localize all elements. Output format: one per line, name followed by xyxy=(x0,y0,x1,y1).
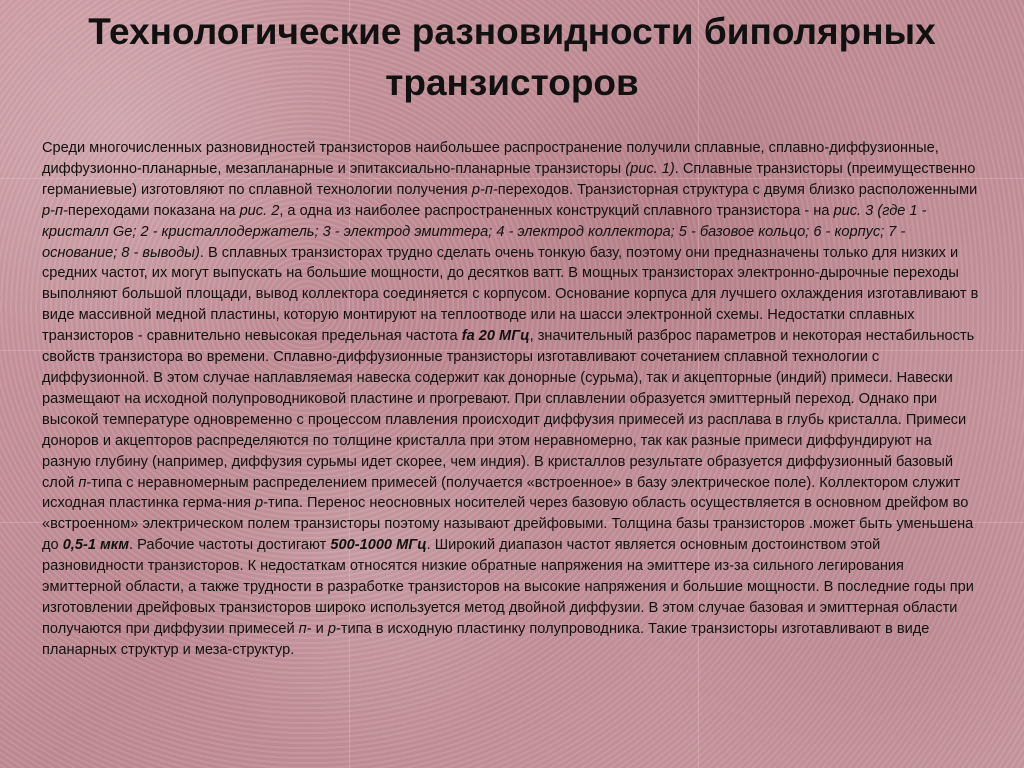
pn-term: р-п- xyxy=(42,202,68,219)
body-paragraph xyxy=(42,138,980,661)
working-frequency-value: 500-1000 МГц xyxy=(330,537,427,554)
text-run: Среди многочисленных разновидностей транзисторов наибольшее распространение получили сплавные, сплавно-диффузионные, диффузионно-планарные, мезапланарные и эпитаксиально-планарные транзисторы xyxy=(42,140,939,177)
p-type-term: р xyxy=(327,620,336,637)
text-run: -типа. Перенос неосновных носителей через базовую область осуществляется в основном дрейфом во «встроенном» электрическом полем транзисторы поэтому называют дрейфовыми. Толщина базы транзисторов .может быть уменьшена до xyxy=(42,495,974,554)
text-run: . Рабочие частоты достигают xyxy=(129,537,331,554)
text-run: , значительный разброс параметров и некоторая нестабильность свойств транзистора во времени. Сплавно-диффузионные транзисторы изготавливают сочетанием сплавной технологии с диффузионной. В этом случае наплавляемая навеска содержит как донорные (сурьма), так и акцепторные (индий) примеси. Навески размещают на исходной полупроводниковой пластине и прогревают. При сплавлении образуется эмиттерный переход. Однако при высокой температуре одновременно с процессом плавления происходит диффузия примесей из расплава в глубь кристалла. Примеси доноров и акцепторов распределяются по толщине кристалла при этом неравномерно, так как разные примеси диффундируют на разную глубину (например, диффузия сурьмы идет скорее, чем индия). В кристаллов результате образуется диффузионный базовый слой xyxy=(42,328,975,491)
slide-title-line-1: Технологические разновидности биполярных xyxy=(88,11,936,52)
base-thickness-value: 0,5-1 мкм xyxy=(62,537,129,554)
n-type-term: п xyxy=(78,474,87,491)
figure-ref-1: (рис. 1) xyxy=(625,160,675,177)
text-run: переходами показана на xyxy=(67,202,240,219)
pn-term: р-п- xyxy=(471,181,498,198)
text-run: . В сплавных транзисторах трудно сделать очень тонкую базу, поэтому они предназначены только для низких и средних частот, их могут выпускать на большие мощности, до десятков ватт. В мощных транзисторах электронно-дырочные переходы выполняют большой площади, вывод коллектора соединяется с корпусом. Основание корпуса для лучшего охлаждения изготавливают в виде массивной медной пластины, которую монтируют на теплоотводе или на шасси электронной схемы. Недостатки сплавных транзисторов - сравнительно невысокая предельная частота xyxy=(42,244,979,345)
figure-ref-3-legend: рис. 3 (где 1 - кристалл Ge; 2 - кристаллодержатель; 3 - электрод эмиттера; 4 - электрод коллектора; 5 - базовое кольцо; 6 - корпус; 7 - основание; 8 - выводы) xyxy=(42,202,927,261)
p-type-term: р xyxy=(255,495,264,512)
frequency-value: fa 20 МГц xyxy=(461,328,530,345)
text-run: , а одна из наиболее распространенных конструкций сплавного транзистора - на xyxy=(279,202,834,219)
text-run: переходов. Транзисторная структура с двумя близко расположенными xyxy=(497,181,978,198)
text-run: . Сплавные транзисторы (преимущественно германиевые) изготовляют по сплавной технологии получения xyxy=(42,160,976,198)
slide-title xyxy=(0,6,1024,108)
text-run: - и xyxy=(306,620,328,637)
n-type-term: п xyxy=(298,620,307,637)
figure-ref-2: рис. 2 xyxy=(239,202,280,219)
text-run: -типа в исходную пластинку полупроводника. Такие транзисторы изготавливают в виде планарных структур и меза-структур. xyxy=(42,620,930,658)
text-run: -типа с неравномерным распределением примесей (получается «встроенное» в базу электрическое поле). Коллектором служит исходная пластинка герма-ния xyxy=(42,474,961,512)
slide-title-line-2: транзисторов xyxy=(385,62,639,103)
text-run: . Широкий диапазон частот является основным достоинством этой разновидности транзисторов. К недостаткам относятся низкие обратные напряжения на эмиттере из-за сильного легирования эмиттерной области, а также трудности в разработке транзисторов на высокие напряжения и большие мощности. В последние годы при изготовлении дрейфовых транзисторов широко используется метод двойной диффузии. В этом случае базовая и эмиттерная области получаются при диффузии примесей xyxy=(42,537,974,637)
